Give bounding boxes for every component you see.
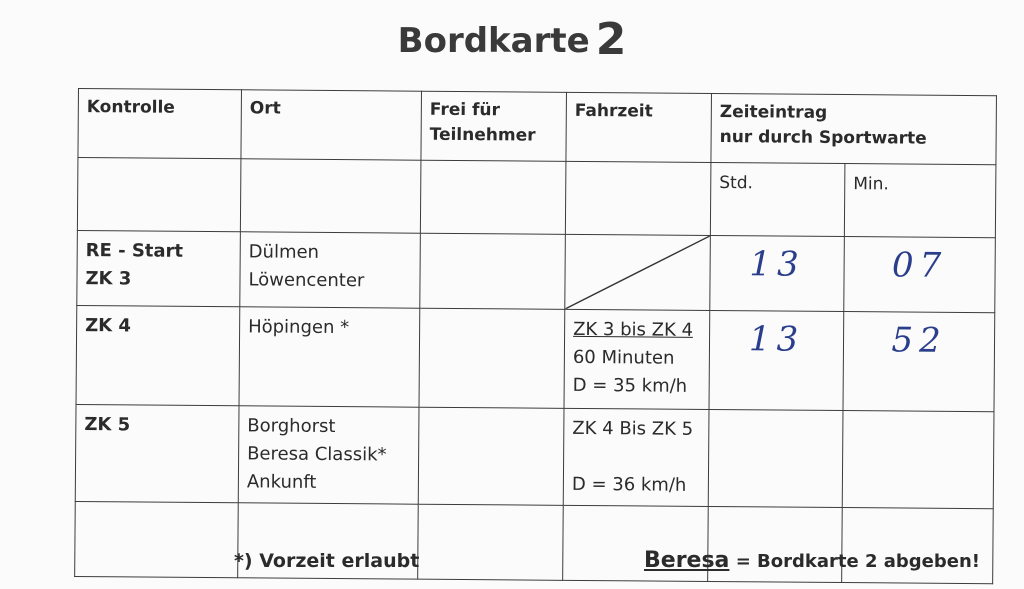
row3-ort [238, 406, 419, 504]
row1-kontrolle-line2: ZK 3 [85, 268, 132, 290]
row3-frei[interactable] [418, 407, 564, 505]
page-title [0, 14, 1024, 65]
row1-kontrolle-line1: RE - Start [85, 240, 184, 262]
row2-fahrzeit-line3: D = 35 km/h [572, 374, 688, 397]
sub-empty-ort [240, 159, 421, 233]
row1-fahrzeit-crossed [565, 234, 711, 310]
row2-fahrzeit [564, 309, 710, 409]
row3-fahrzeit-line1: ZK 4 Bis ZK 5 [572, 417, 694, 440]
header-zeiteintrag [711, 93, 997, 164]
sub-empty-frei [420, 160, 566, 234]
row3-fahrzeit-spacer [572, 443, 700, 472]
table-row [75, 404, 994, 508]
row1-frei[interactable] [420, 233, 566, 309]
header-frei [421, 91, 567, 161]
header-kontrolle: Kontrolle [78, 89, 242, 159]
row3-fahrzeit [563, 408, 709, 506]
row2-min-handwritten: 52 [843, 312, 995, 412]
header-ort: Ort [241, 90, 422, 160]
header-zeit-line1: Zeiteintrag [719, 102, 828, 123]
row1-ort [240, 232, 421, 308]
row2-ort: Höpingen * [239, 307, 420, 407]
footer-instruction-text: = Bordkarte 2 abgeben! [735, 551, 980, 572]
header-zeit-line2: nur durch Sportwarte [719, 127, 927, 149]
header-min: Min. [844, 164, 996, 238]
diagonal-line [565, 235, 710, 310]
header-frei-line2: Teilnehmer [429, 124, 536, 146]
row3-ort-line3: Ankunft [246, 471, 317, 493]
row2-frei[interactable] [419, 308, 565, 408]
header-fahrzeit: Fahrzeit [566, 92, 712, 162]
row3-kontrolle: ZK 5 [75, 404, 239, 502]
header-frei-line1: Frei für [429, 99, 500, 121]
row1-kontrolle [77, 230, 241, 306]
row1-ort-line2: Löwencenter [248, 269, 365, 292]
bordkarte-table [74, 88, 997, 584]
row2-fahrzeit-line1: ZK 3 bis ZK 4 [573, 318, 694, 341]
bordkarte-table-wrapper [74, 88, 996, 555]
row2-fahrzeit-line2: 60 Minuten [572, 346, 675, 369]
row1-min-handwritten: 07 [844, 237, 996, 313]
row3-min[interactable] [842, 411, 994, 509]
header-row [78, 89, 997, 165]
sub-empty-kontrolle [77, 158, 241, 232]
table-row [76, 305, 995, 411]
sub-empty-fahrzeit [565, 161, 711, 235]
row3-ort-line1: Borghorst [247, 415, 336, 438]
row2-std-handwritten: 13 [709, 310, 844, 410]
row4-kontrolle[interactable] [75, 501, 239, 577]
subheader-row [77, 158, 996, 238]
title-text: Bordkarte [397, 21, 590, 61]
footer-instruction [644, 548, 980, 573]
row2-kontrolle: ZK 4 [76, 305, 240, 405]
header-std: Std. [710, 162, 845, 236]
row1-std-handwritten: 13 [710, 235, 845, 311]
table-row [77, 230, 996, 312]
row3-ort-line2: Beresa Classik* [247, 443, 387, 466]
row3-std[interactable] [708, 409, 843, 507]
row4-frei[interactable] [418, 504, 564, 580]
title-number: 2 [595, 14, 627, 65]
footnote: *) Vorzeit erlaubt [234, 550, 420, 572]
row1-ort-line1: Dülmen [248, 241, 320, 263]
footer-brand: Beresa [644, 548, 730, 573]
row3-fahrzeit-line3: D = 36 km/h [571, 473, 687, 496]
